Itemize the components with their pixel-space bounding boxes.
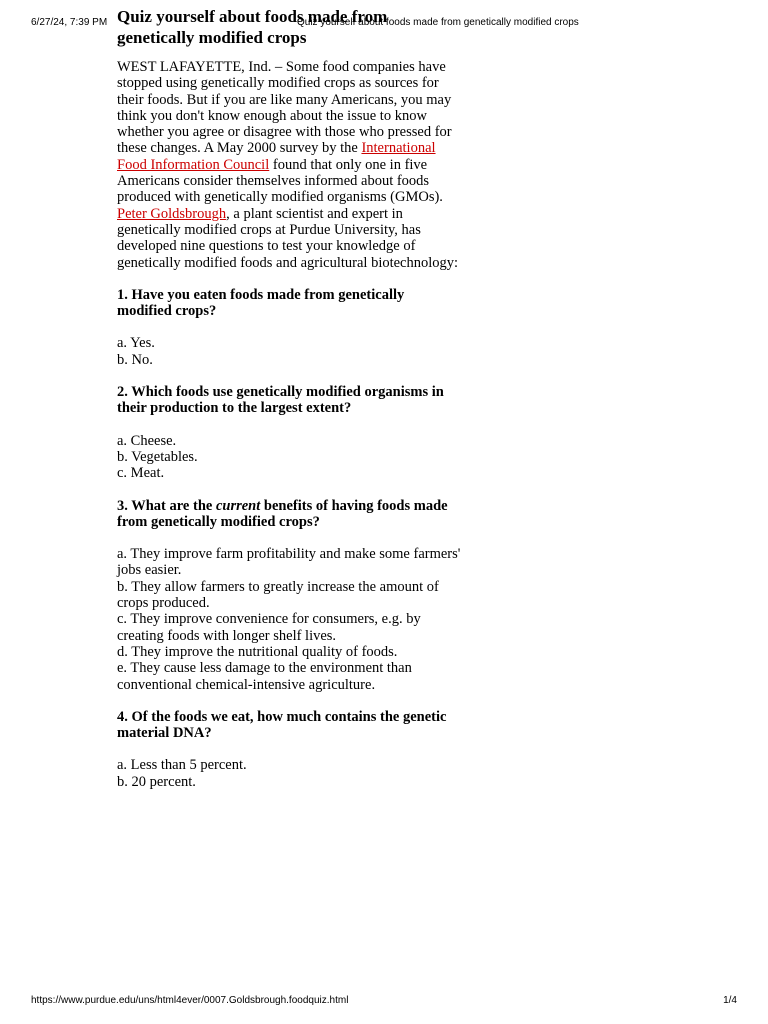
article-title: Quiz yourself about foods made from genetically modified crops <box>117 7 388 47</box>
ific-link[interactable]: International Food Information Council <box>117 140 436 173</box>
intro-text-1: WEST LAFAYETTE, Ind. – Some food companies have stopped using genetically modified crops as sources for their foods. But if you are like many Americans, you may think you don't know enough about the issue to know whether you agree or disagree with those who pressed for these changes. A May 2000 survey by the <box>117 59 452 157</box>
intro-text-2: found that only one in five Americans consider themselves informed about foods produced with genetically modified organisms (GMOs). <box>117 156 443 206</box>
answer-option: b. No. <box>117 351 153 368</box>
answer-option: a. Yes. <box>117 335 155 352</box>
answer-option: b. They allow farmers to greatly increase the amount of crops produced. <box>117 578 439 612</box>
question-4: 4. Of the foods we eat, how much contains the genetic material DNA? <box>117 708 447 742</box>
answers-1 <box>117 335 462 368</box>
answers-2 <box>117 433 462 482</box>
intro-paragraph <box>117 59 462 271</box>
answer-option: a. Less than 5 percent. <box>117 757 247 774</box>
answers-4 <box>117 757 462 790</box>
goldsbrough-link[interactable]: Peter Goldsbrough <box>117 205 227 222</box>
question-3 <box>117 498 462 531</box>
question-3-emphasis: current <box>215 497 261 514</box>
question-3-text-1: 3. What are the <box>117 497 216 514</box>
answer-option: c. Meat. <box>117 465 165 482</box>
question-2: 2. Which foods use genetically modified organisms in their production to the largest extent? <box>117 384 444 417</box>
question-1: 1. Have you eaten foods made from genetically modified crops? <box>117 286 405 320</box>
answer-option: b. 20 percent. <box>117 773 196 790</box>
answer-option: b. Vegetables. <box>117 448 198 465</box>
answer-option: c. They improve convenience for consumers, e.g. by creating foods with longer shelf lives. <box>117 611 421 644</box>
print-date: 6/27/24, 7:39 PM <box>31 17 108 28</box>
article <box>117 6 462 806</box>
print-page-title: Quiz yourself about foods made from genetically modified crops <box>297 17 579 28</box>
print-page-number: 1/4 <box>723 995 737 1006</box>
print-url: https://www.purdue.edu/uns/html4ever/0007.Goldsbrough.foodquiz.html <box>31 995 349 1006</box>
answer-option: a. Cheese. <box>117 432 177 449</box>
print-footer <box>0 994 768 1010</box>
answer-option: a. They improve farm profitability and make some farmers' jobs easier. <box>117 546 461 579</box>
question-3-text-2: benefits of having foods made from genetically modified crops? <box>117 497 448 530</box>
answer-option: e. They cause less damage to the environment than conventional chemical-intensive agriculture. <box>117 660 412 693</box>
answer-option: d. They improve the nutritional quality of foods. <box>117 643 398 660</box>
intro-text-3: , a plant scientist and expert in genetically modified crops at Purdue University, has developed nine questions to test your knowledge of genetically modified foods and agricultural biotechnology: <box>117 205 459 271</box>
answers-3 <box>117 546 462 693</box>
